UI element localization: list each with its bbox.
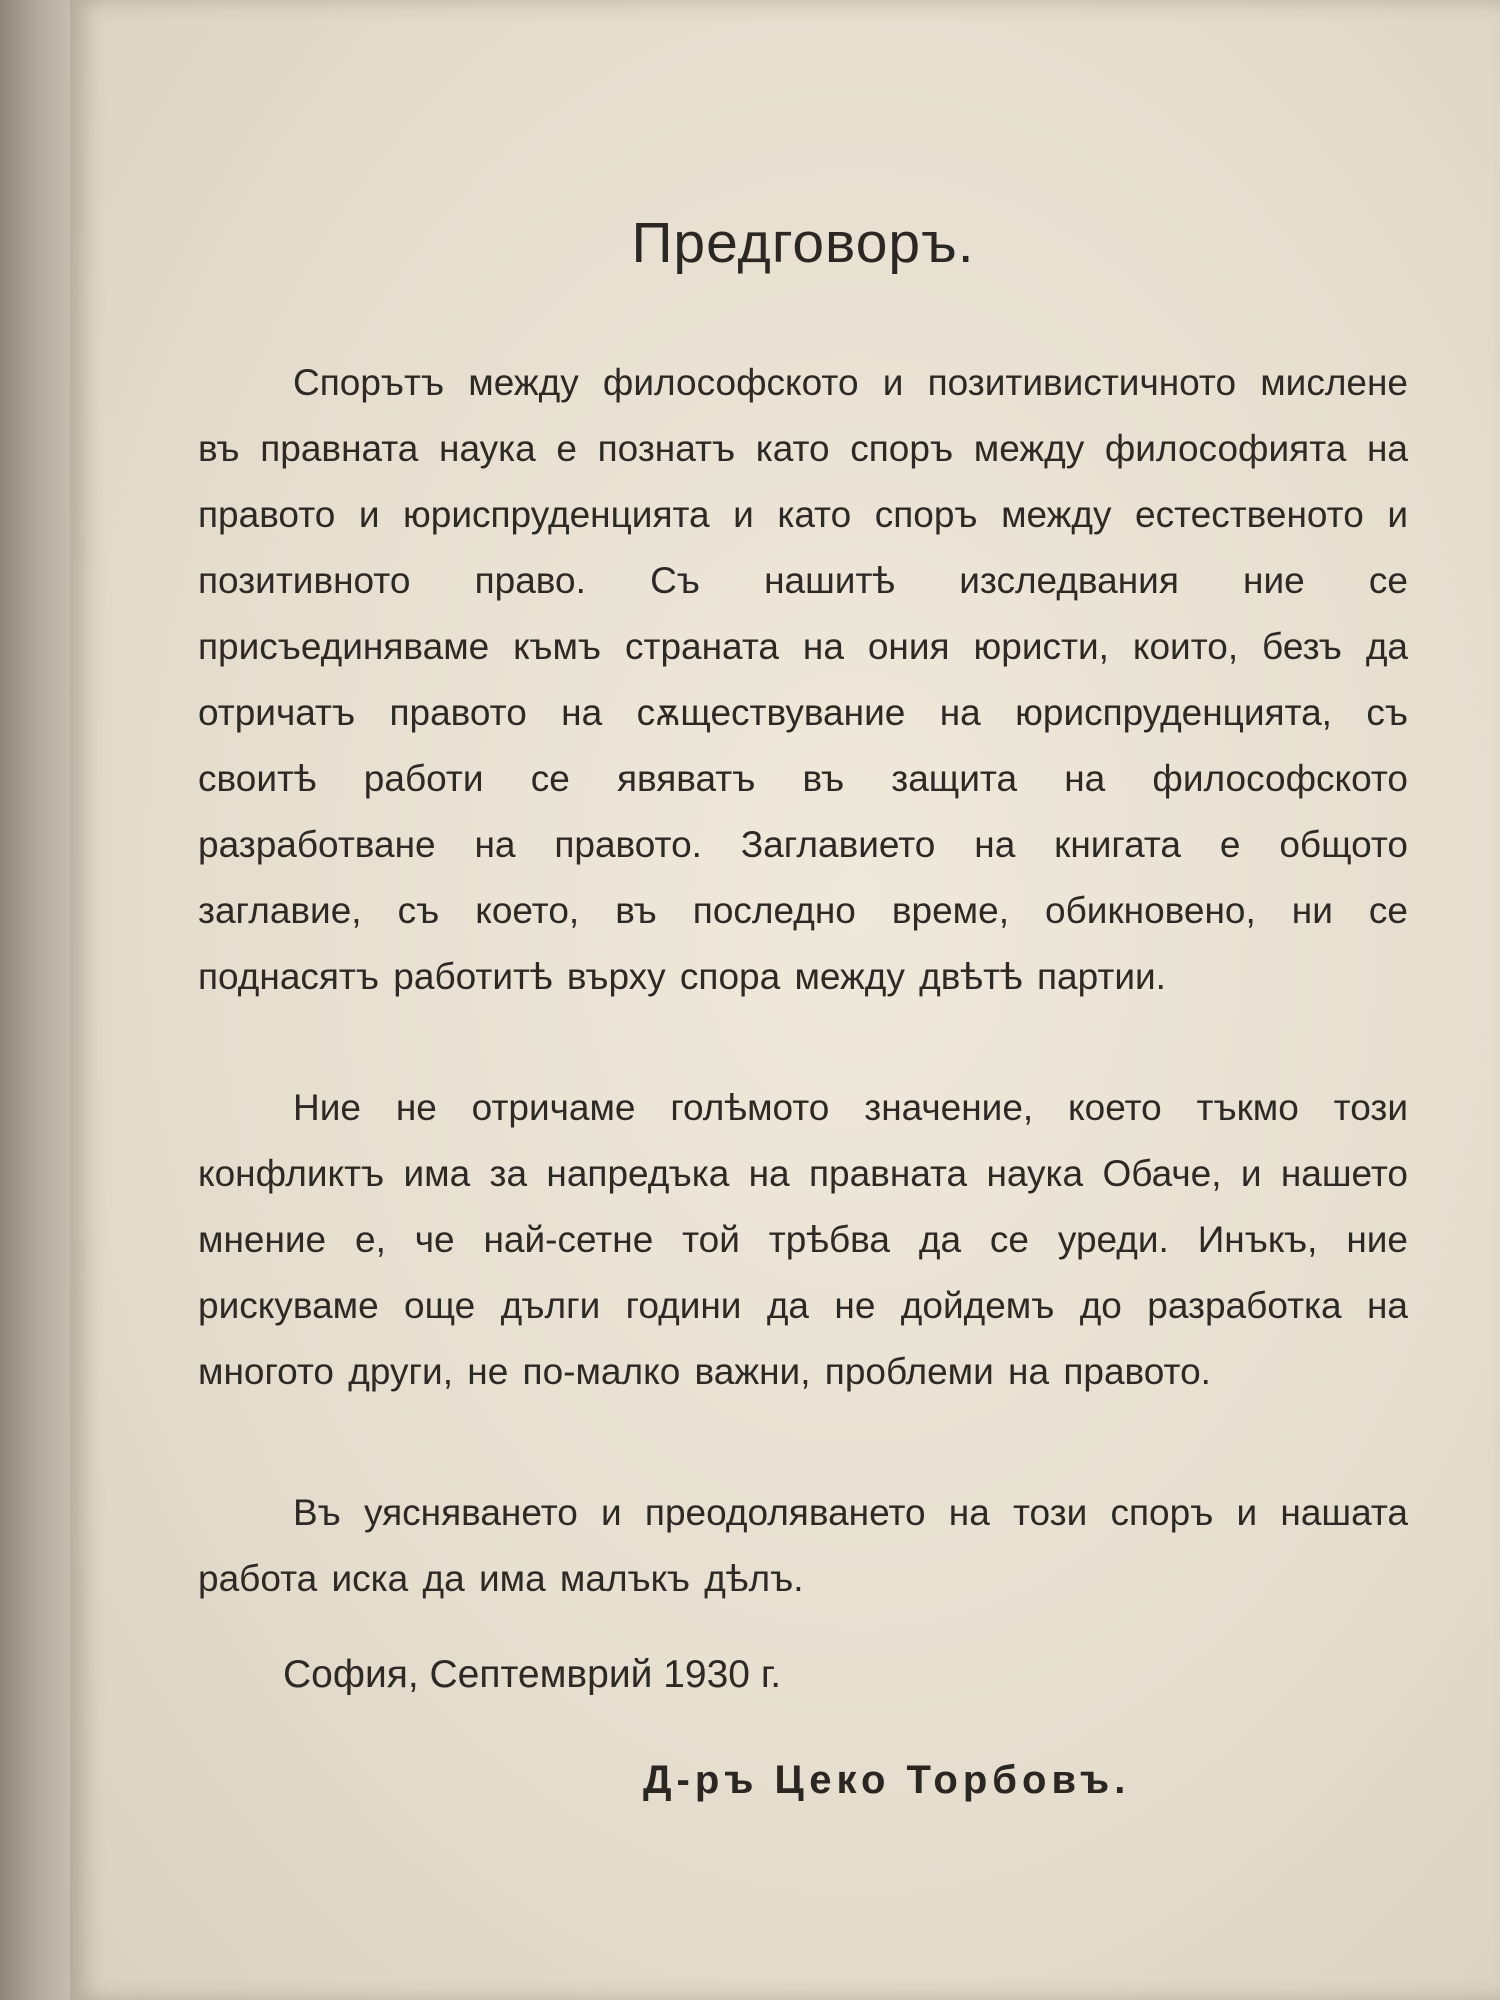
paragraph-3: Въ уясняването и преодоляването на този споръ и нашата работа иска да има малъкъ дѣлъ. xyxy=(198,1492,1408,1599)
paragraph-1: Спорътъ между философското и позитивистичното мислене въ правната наука е познатъ като споръ между философията на правото и юриспруденцията и като споръ между естественото и позитивното право. Съ нашитѣ изследвания ние се присъединяваме къмъ страната на ония юристи, които, безъ да отричатъ правото на сѫществувание на юриспруденцията, съ своитѣ работи се явяватъ въ защита на философското разработване на правото. Заглавието на книгата е общото заглавие, съ което, въ последно време, обикновено, ни се поднасятъ работитѣ върху спора между двѣтѣ партии. xyxy=(198,362,1408,997)
book-page xyxy=(70,0,1500,2000)
place-and-date: София, Септемврий 1930 г. xyxy=(283,1653,782,1696)
page-content xyxy=(198,0,1408,2000)
paragraph-2: Ние не отричаме голѣмото значение, което тъкмо този конфликтъ има за напредъка на правната наука Обаче, и нашето мнение е, че най-сетне той трѣбва да се уреди. Инъкъ, ние рискуваме още дълги години да не дойдемъ до разработка на многото други, не по-малко важни, проблеми на правото. xyxy=(198,1087,1408,1392)
author-signature: Д-ръ Цеко Торбовъ. xyxy=(643,1758,1131,1802)
page-title: Предговоръ. xyxy=(631,211,975,275)
